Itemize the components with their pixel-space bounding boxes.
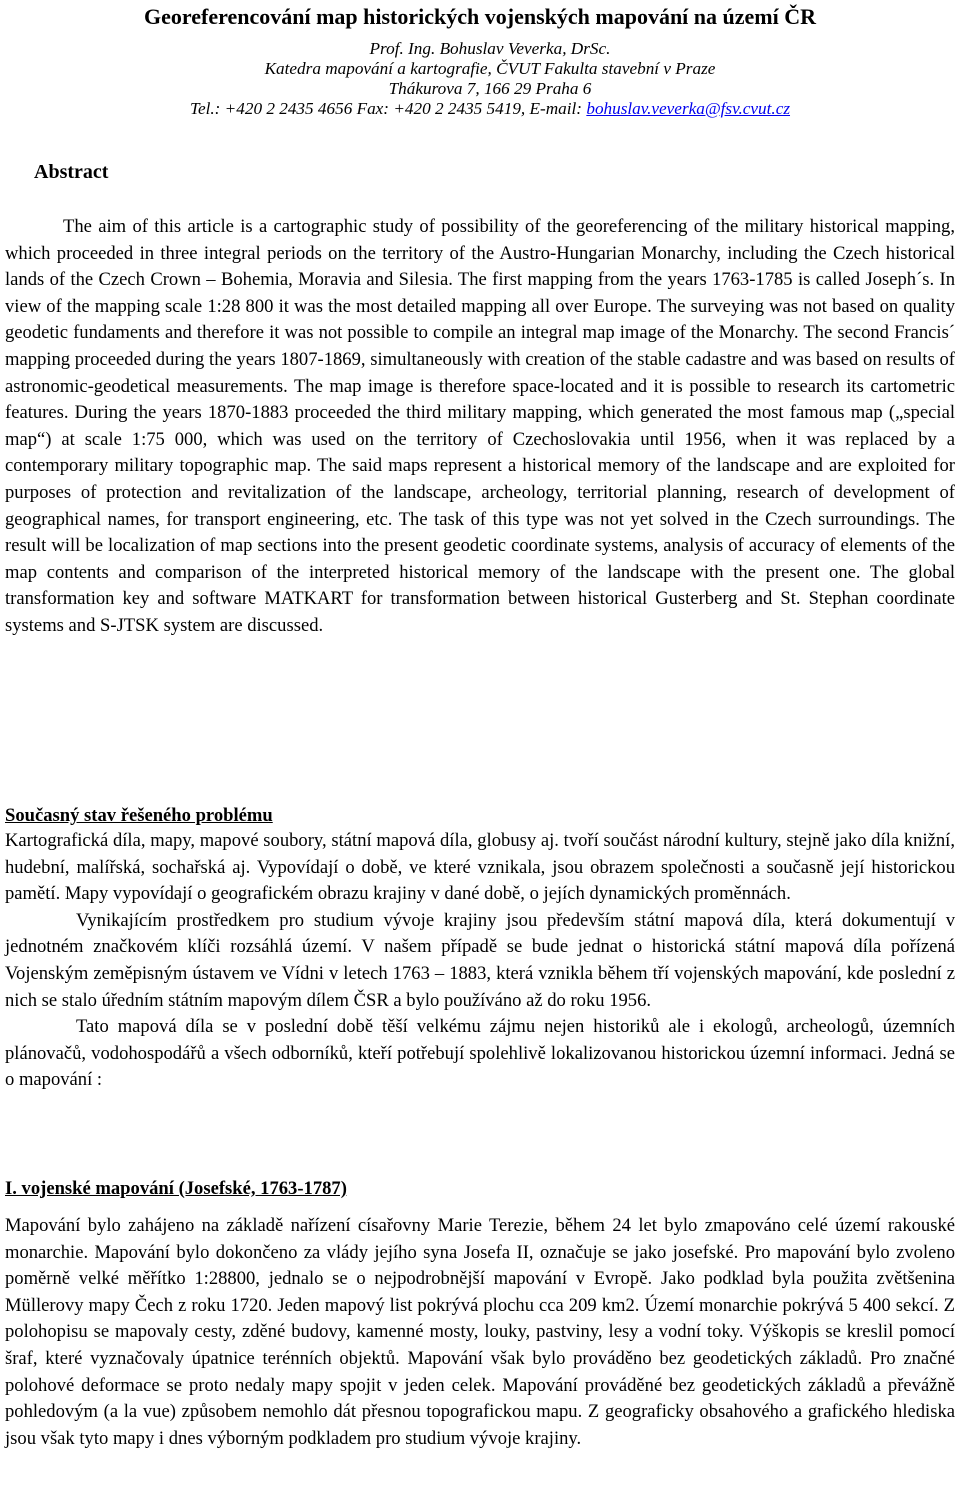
paper-title: Georeferencování map historických vojenských mapování na území ČR [144,4,816,29]
section-heading-text: I. vojenské mapování (Josefské, 1763-1787) [5,1178,347,1199]
author-block [30,39,950,119]
section-heading-text: Současný stav řešeného problému [5,805,273,826]
author-contact [30,99,950,119]
paragraph-3: Tato mapová díla se v poslední době těší velkému zájmu nejen historiků ale i ekologů, archeologů, územních plánovačů, vodohospodářů a všech odborníků, kteří potřebují spolehlivě lokalizovanou historickou územní informaci. Jedná se o mapování : [5,1016,955,1091]
section-current-state [5,828,955,1094]
author-department: Katedra mapování a kartografie, ČVUT Fakulta stavební v Praze [264,59,716,78]
section-first-mapping [5,1213,955,1452]
author-name: Prof. Ing. Bohuslav Veverka, DrSc. [369,39,611,58]
section-heading-current-state [5,803,273,830]
paragraph-4: Mapování bylo zahájeno na základě nařízení císařovny Marie Terezie, během 24 let bylo zmapováno celé území rakouské monarchie. Mapování bylo dokončeno za vlády jejího syna Josefa II, označuje se jako josefské. Pro mapování bylo zvoleno poměrně velké měřítko 1:28800, jednalo se o nejpodrobnější mapování v Evropě. Jako podklad byla použita zvětšenina Müllerovy mapy Čech z roku 1720. Jeden mapový list pokrývá plochu cca 209 km2. Území monarchie pokrývá 5 400 sekcí. Z polohopisu se mapovaly cesty, zděné budovy, kamenné mosty, louky, pastviny, lesy a vodní toky. Výškopis se kreslil pomocí šraf, které vyznačovaly úpatnice terénních objektů. Mapování však bylo prováděno bez geodetických základů. Pro značné polohové deformace se proto nedaly mapy spojit v jeden celek. Mapování prováděné bez geodetických základů a převážně pohledovým (a la vue) způsobem nemohlo dát přesnou topografickou mapu. Z geograficky obsahového a grafického hlediska jsou však tyto mapy i dnes výborným podkladem pro studium vývoje krajiny. [5,1215,955,1449]
paragraph-1: Kartografická díla, mapy, mapové soubory, státní mapová díla, globusy aj. tvoří součást národní kultury, stejně jako díla knižní, hudební, malířská, sochařská aj. Vypovídají o době, ve které vznikala, jsou obrazem společnosti a současně její historickou pamětí. Mapy vypovídají o geografickém obrazu krajiny v dané době, o jejích dynamických proměnnách. [5,830,955,905]
abstract-text: The aim of this article is a cartographic study of possibility of the georeferencing of the military historical mapping, which proceeded in three integral periods on the territory of the Austro-Hungarian Monarchy, including the Czech historical lands of the Czech Crown – Bohemia, Moravia and Silesia. The first mapping from the years 1763-1785 is called Joseph´s. In view of the mapping scale 1:28 800 it was the most detailed mapping all over Europe. The surveying was not based on quality geodetic fundaments and therefore it was not possible to compile an integral map image of the Monarchy. The second Francis´ mapping proceeded during the years 1807-1869, simultaneously with creation of the stable cadastre and was based on results of astronomic-geodetical measurements. The map image is therefore space-located and it is possible to research its cartometric features. During the years 1870-1883 proceeded the third military mapping, which generated the most famous map („special map“) at scale 1:75 000, which was used on the territory of Czechoslovakia until 1956, when it was replaced by a contemporary military topographic map. The said maps represent a historical memory of the landscape and are exploited for purposes of protection and revitalization of the landscape, archeology, territorial planning, research of development of geographical names, for transport engineering, etc. The task of this type was not yet solved in the Czech surroundings. The result will be localization of map sections into the present geodetic coordinate systems, analysis of accuracy of elements of the map contents and comparison of the interpreted historical memory of the landscape with the present one. The global transformation key and software MATKART for transformation between historical Gusterberg and St. Stephan coordinate systems and S-JTSK system are discussed. [5,216,955,636]
section-heading-first-mapping [5,1176,347,1203]
paragraph-2: Vynikajícím prostředkem pro studium vývoje krajiny jsou především státní mapová díla, která dokumentují v jednotném značkovém klíči rozsáhlá území. V našem případě se bude jednat o historická státní mapová díla pořízená Vojenským zeměpisným ústavem ve Vídni v letech 1763 – 1883, která vznikla během tří vojenských mapování, kde poslední z nich se stalo úředním státním mapovým dílem ČSR a bylo používáno až do roku 1956. [5,909,955,1011]
contact-prefix: Tel.: +420 2 2435 4656 Fax: +420 2 2435 5419, E-mail: [189,99,587,118]
email-link[interactable]: bohuslav.veverka@fsv.cvut.cz [586,99,791,118]
author-address: Thákurova 7, 166 29 Praha 6 [388,79,592,98]
abstract-heading: Abstract [34,161,109,183]
